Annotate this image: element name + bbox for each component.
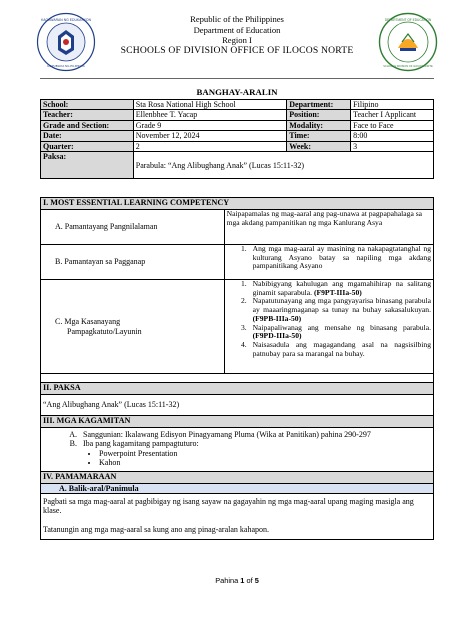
competency-item-text: Naipapaliwanag ang mensahe ng binasang parabula.	[252, 322, 431, 332]
competency-item	[249, 341, 431, 358]
content-standard-text: Naipapamalas ng mag-aaral ang pag-unawa at pagpapahalaga sa mga akdang pampanitikan ng mga Kanlurang Asya	[224, 210, 433, 245]
modality-value: Face to Face	[351, 120, 434, 130]
pamamaraan-paragraph-2: Tatanungin ang mga mag-aaral sa kung ano ang pinag-aralan kahapon.	[43, 524, 270, 534]
info-row-teacher	[41, 110, 434, 120]
performance-standard-label: B. Pamantayan sa Pagganap	[41, 245, 225, 280]
paksa-value: Parabula: “Ang Alibughang Anak” (Lucas 15:11-32)	[133, 152, 433, 179]
competency-label-line2: Pampagkatuto/Layunin	[67, 326, 142, 336]
week-label: Week:	[287, 141, 351, 151]
info-row-paksa	[41, 152, 434, 179]
document-title: BANGHAY-ARALIN	[196, 87, 278, 97]
time-label: Time:	[287, 131, 351, 141]
info-row-quarter	[41, 141, 434, 151]
footer-page-number: 1	[240, 576, 245, 585]
section-pamamaraan-heading: IV. PAMAMARAAN	[41, 471, 434, 483]
department-value: Filipino	[351, 100, 434, 110]
competency-list	[227, 280, 431, 358]
paksa-label: Paksa:	[41, 152, 134, 179]
kagamitan-item-sanggunian: A. Sanggunian: Ikalawang Edisyon Pinagyamang Pluma (Wika at Panitikan) pahina 290-297	[79, 430, 431, 439]
footer-prefix: Pahina	[215, 576, 239, 585]
grade-value: Grade 9	[133, 120, 287, 130]
competency-list-cell	[224, 280, 433, 374]
teacher-value: Ellenbhee T. Yacap	[133, 110, 287, 120]
time-value: 8:00	[351, 131, 434, 141]
header-line-republic: Republic of the Philippines	[190, 14, 284, 24]
performance-standard-cell	[224, 245, 433, 280]
kagamitan-subitem: • Kahon	[99, 458, 431, 467]
page-footer	[0, 576, 474, 585]
info-row-school	[41, 100, 434, 110]
performance-standard-text: 1. Ang mga mag-aaral ay masining na nakapagtatanghal ng kulturang Asyano batay sa napiling mga akdang pampanitikang Asyano	[249, 245, 431, 271]
info-row-date	[41, 131, 434, 141]
competency-label-line1: C. Mga Kasanayang	[55, 317, 121, 327]
competency-label	[41, 280, 225, 374]
seal-right-sub: SCHOOLS DIVISION OF ILOCOS NORTE	[383, 65, 433, 68]
grade-label: Grade and Section:	[41, 120, 134, 130]
seal-left-sub: REPUBLIKA NG PILIPINAS	[47, 64, 85, 68]
modality-label: Modality:	[287, 120, 351, 130]
lesson-info-table	[40, 99, 434, 179]
quarter-value: 2	[133, 141, 287, 151]
competency-item-text: Napatutunayang ang mga pangyayarisa binasang parabula ay maaaringmaganap sa tunay na buhay sakasalukuyan.	[252, 296, 431, 315]
competency-item-text: Naisasadula ang magagandang asal na nagsisilbing patnubay para sa marangal na buhay.	[252, 339, 431, 358]
position-label: Position:	[287, 110, 351, 120]
school-label: School:	[41, 100, 134, 110]
competency-item-code: (F9PB-IIIa-50)	[252, 313, 302, 323]
info-row-grade	[41, 120, 434, 130]
position-value: Teacher I Applicant	[351, 110, 434, 120]
balik-aral-heading: A. Balik-aral/Panimula	[41, 483, 434, 493]
seal-left-text: KAGAWARAN NG EDUKASYON	[40, 18, 92, 22]
competency-item	[249, 297, 431, 323]
date-value: November 12, 2024	[133, 131, 287, 141]
week-value: 3	[351, 141, 434, 151]
header-line-department: Department of Education	[193, 24, 281, 35]
competency-item-code: (F9PD-IIIa-50)	[252, 331, 302, 341]
department-label: Department:	[287, 100, 351, 110]
footer-total-pages: 5	[254, 576, 259, 585]
kagamitan-item-iba-pa	[79, 439, 431, 448]
kagamitan-cell	[41, 428, 434, 472]
section-competency-heading: I. MOST ESSENTIAL LEARNING COMPETENCY	[41, 198, 434, 210]
section-kagamitan-heading: III. MGA KAGAMITAN	[41, 416, 434, 428]
date-label: Date:	[41, 131, 134, 141]
header-line-region: Region I	[222, 35, 252, 46]
section-paksa-heading: II. PAKSA	[41, 383, 434, 395]
kagamitan-sublist	[43, 449, 431, 468]
row-kasanayang-pampagkatuto	[41, 280, 434, 374]
kagamitan-subitem: • Powerpoint Presentation	[99, 449, 431, 458]
teacher-label: Teacher:	[41, 110, 134, 120]
competency-item-code: (F9PT-IIIa-50)	[313, 287, 362, 297]
pamamaraan-content	[41, 494, 434, 540]
content-standard-label: A. Pamantayang Pangnilalaman	[41, 210, 225, 245]
paksa-text: “Ang Alibughang Anak” (Lucas 15:11-32)	[41, 395, 434, 416]
quarter-label: Quarter:	[41, 141, 134, 151]
competency-item	[249, 280, 431, 297]
letterhead	[0, 14, 474, 56]
header-line-division: SCHOOLS OF DIVISION OFFICE OF ILOCOS NORTE	[120, 44, 354, 56]
footer-of: of	[246, 576, 253, 585]
pamamaraan-paragraph-1: Pagbati sa mga mag-aaral at pagbibigay ng isang sayaw na gagayahin ng mga mag-aaral upang maging masigla ang klase.	[43, 497, 414, 516]
spacer-row	[41, 374, 434, 383]
competency-item-text: Nabibigyang kahulugan ang mgamahihirap na salitang ginamit saparabula.	[252, 279, 431, 297]
header-divider	[40, 78, 434, 79]
school-value: Sta Rosa National High School	[133, 100, 287, 110]
lesson-content-table	[40, 197, 434, 540]
seal-right-text: DEPARTMENT OF EDUCATION	[384, 18, 432, 22]
competency-item	[249, 324, 431, 341]
kagamitan-item-iba-pa-label: Iba pang kagamitang pampagtuturo:	[83, 439, 199, 449]
row-pamantayan-pagganap	[41, 245, 434, 280]
row-pamantayang-pangnilalaman	[41, 210, 434, 245]
kagamitan-list	[43, 430, 431, 449]
